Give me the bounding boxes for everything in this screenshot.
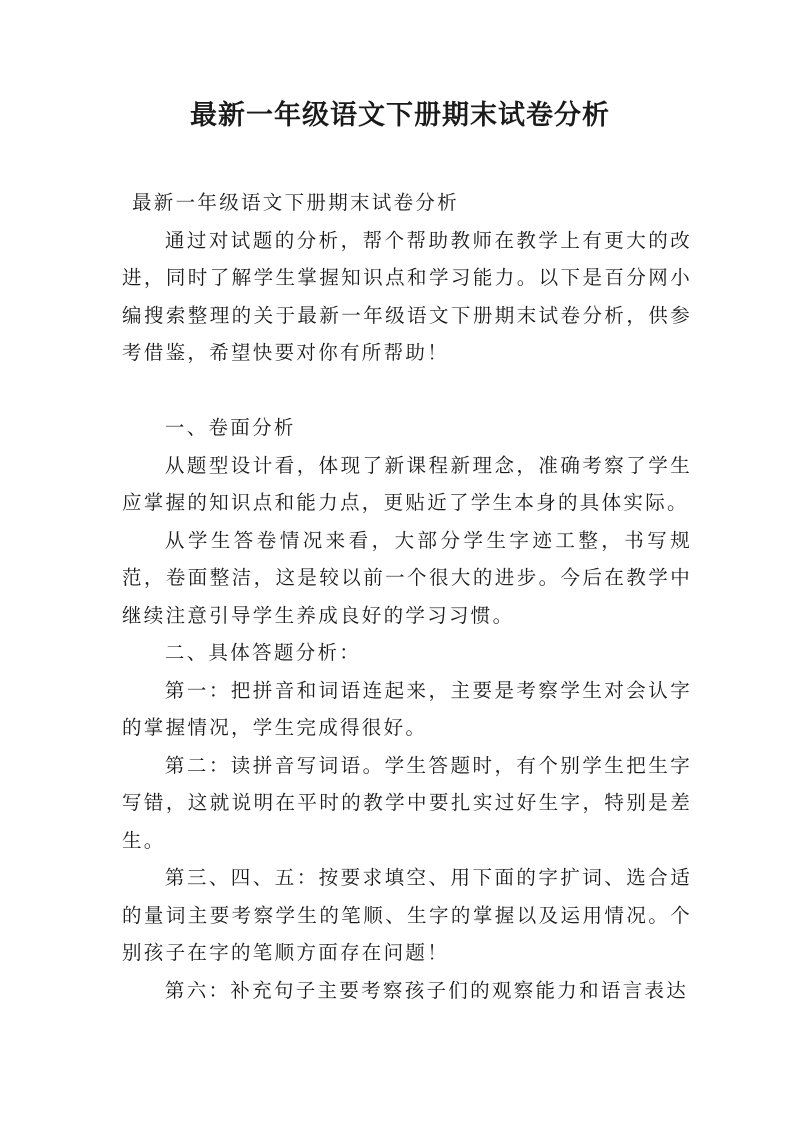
analysis-item-4: 第六：补充句子主要考察孩子们的观察能力和语言表达 bbox=[164, 978, 689, 1002]
analysis-item-3: 第三、四、五：按要求填空、用下面的字扩词、选合适的量词主要考察学生的笔顺、生字的掌握以及运用情况。个别孩子在字的笔顺方面存在问题！ bbox=[122, 866, 692, 964]
section-heading-2: 二、具体答题分析： bbox=[164, 641, 362, 664]
section1-paragraph-1: 从题型设计看，体现了新课程新理念，准确考察了学生应掌握的知识点和能力点，更贴近了学生本身的具体实际。 bbox=[122, 453, 692, 514]
analysis-item-2: 第二：读拼音写词语。学生答题时，有个别学生把生字写错，这就说明在平时的教学中要扎实过好生字，特别是差生。 bbox=[122, 753, 692, 852]
document-title: 最新一年级语文下册期末试卷分析 bbox=[190, 100, 610, 131]
analysis-item-1: 第一：把拼音和词语连起来，主要是考察学生对会认字的掌握情况，学生完成得很好。 bbox=[122, 678, 692, 739]
paragraph-spacer bbox=[122, 372, 692, 410]
document-body bbox=[122, 184, 692, 1009]
document-subtitle: 最新一年级语文下册期末试卷分析 bbox=[132, 191, 460, 214]
section-heading-1: 一、卷面分析 bbox=[164, 416, 296, 439]
section1-paragraph-2: 从学生答卷情况来看，大部分学生字迹工整，书写规范，卷面整洁，这是较以前一个很大的进步。今后在教学中继续注意引导学生养成良好的学习习惯。 bbox=[122, 528, 692, 627]
intro-paragraph: 通过对试题的分析，帮个帮助教师在教学上有更大的改进，同时了解学生掌握知识点和学习能力。以下是百分网小编搜索整理的关于最新一年级语文下册期末试卷分析，供参考借鉴，希望快要对你有所帮助！ bbox=[122, 228, 692, 364]
